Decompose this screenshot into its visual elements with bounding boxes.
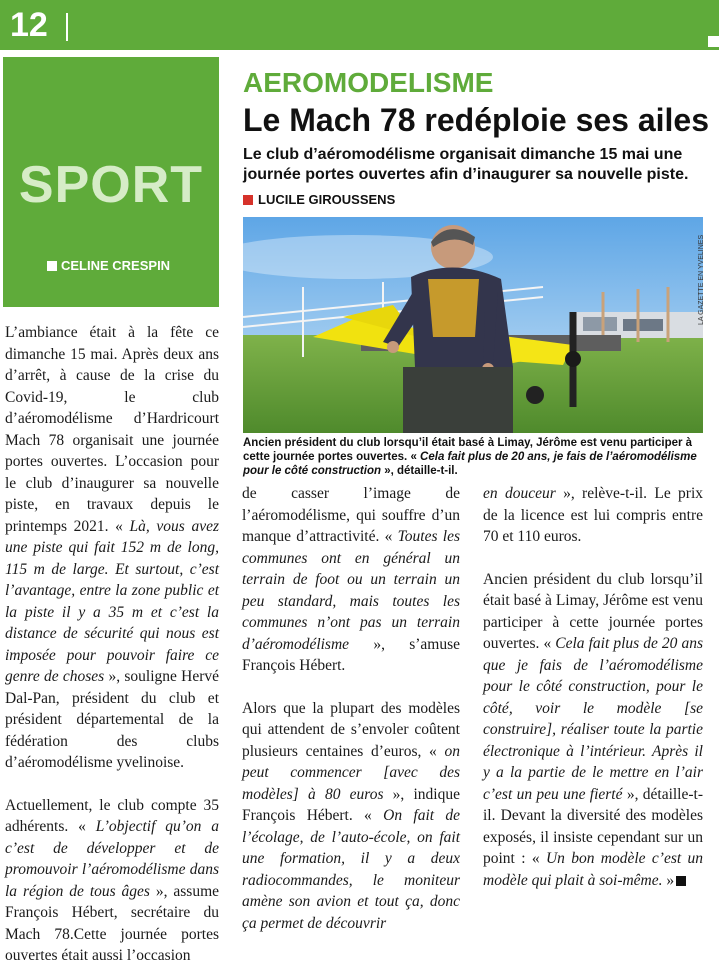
text-run: Alors que la plupart des modèles qui attendent de s’envoler coûtent plusieurs centaines d’euros, « — [242, 699, 460, 760]
paragraph — [483, 569, 703, 892]
quote-run: On fait de l’écolage, de l’auto-école, on fait une formation, il y a deux radiocommandes, le moniteur amène son avion et tout ça, donc ça permet de découvrir — [242, 807, 460, 932]
paragraph — [5, 322, 219, 774]
byline-square-icon — [243, 195, 253, 205]
quote-run: en douceur — [483, 485, 556, 502]
quote-run: L’objectif qu’on a c’est de développer et de promouvoir l’aéromodélisme dans la région de tous âges — [5, 818, 219, 900]
page-number-divider — [66, 13, 68, 41]
paragraph — [242, 483, 460, 677]
text-run: », s’amuse François Hébert. — [242, 635, 460, 674]
section-box — [3, 57, 219, 307]
byline-author: LUCILE GIROUSSENS — [258, 192, 396, 207]
article-photo — [243, 217, 703, 433]
caption-end: », détaille-t-il. — [381, 465, 458, 477]
section-author-name: CELINE CRESPIN — [61, 258, 171, 273]
body-column-2 — [242, 483, 460, 934]
paragraph — [483, 483, 703, 548]
text-run: », assume François Hébert, secrétaire du Mach 78.Cette journée portes ouvertes était aussi l’occasion — [5, 882, 219, 964]
quote-run: Un bon modèle c’est un modèle qui plait à soi-même. — [483, 850, 703, 889]
text-run: de casser l’image de l’aéromodélisme, qui souffre d’un manque d’attractivité. « — [242, 485, 460, 545]
page-header-bar — [0, 0, 719, 50]
text-run: Actuellement, le club compte 35 adhérents. « — [5, 796, 219, 835]
section-title: SPORT — [18, 156, 204, 214]
quote-run: Cela fait plus de 20 ans que je fais de l’aéromodélisme pour le côté construction, pour le côté, voir le modèle [se construire], réaliser toute la partie électronique à l’intérieur. Après il y a la partie de le mettre en l’air c’est un peu une fierté — [483, 635, 703, 803]
article-standfirst: Le club d’aéromodélisme organisait dimanche 15 mai une journée portes ouvertes afin d’inaugurer sa nouvelle piste. — [243, 146, 689, 183]
text-run: », relève-t-il. Le prix de la licence est lui compris entre 70 et 110 euros. — [483, 485, 704, 545]
quote-run: Là, vous avez une piste qui fait 152 m de long, 115 m de large. Et surtout, c’est l’avantage, entre la zone public et la piste il y a 35 m et c’est la distance de sécurité qui nous est imposée pour pouvoir faire ce genre de choses — [5, 517, 219, 685]
text-run: », détaille-t-il. Devant la diversité des modèles exposés, il insiste cependant sur un point : « — [483, 785, 703, 867]
body-column-3 — [483, 483, 703, 891]
end-of-article-square-icon — [676, 876, 686, 886]
text-run: » — [662, 871, 675, 889]
model-plane-photo-illustration — [243, 217, 703, 433]
corner-mark — [708, 36, 719, 47]
article-kicker: AEROMODELISME — [243, 67, 494, 98]
section-author — [47, 258, 170, 273]
text-run: L’ambiance était à la fête ce dimanche 15 mai. Après deux ans d’arrêt, à cause de la crise du Covid-19, le club d’aéromodélisme d’Hardricourt Mach 78 organisait une journée portes ouvertes. L’occasion pour le club d’inaugurer sa nouvelle piste, en travaux depuis le printemps 2021. « — [5, 324, 219, 535]
text-run: Ancien président du club lorsqu’il était basé à Limay, Jérôme est venu participer à cette journée portes ouvertes. « — [483, 570, 703, 652]
text-run: », souligne Hervé Dal-Pan, président du club et président départemental de la fédération des clubs d’aéromodélisme yvelinoise. — [5, 668, 220, 771]
paragraph — [5, 795, 219, 967]
article-byline — [243, 192, 395, 207]
photo-caption — [243, 436, 705, 478]
caption-text: Ancien président du club lorsqu’il était basé à Limay, Jérôme est venu participer à cette journée portes ouvertes. « — [243, 437, 693, 463]
photo-credit: LA GAZETTE EN YVELINES — [698, 234, 705, 325]
text-run: », indique François Hébert. « — [242, 785, 460, 824]
body-column-1 — [5, 322, 219, 967]
page-number: 12 — [10, 6, 48, 44]
quote-run: Toutes les communes ont en général un terrain de foot ou un terrain un peu standard, mais toutes les communes n’ont pas un terrain d’aéromodélisme — [242, 528, 460, 653]
caption-quote: Cela fait plus de 20 ans, je fais de l’aéromodélisme pour le côté construction — [243, 451, 697, 477]
author-square-icon — [47, 261, 57, 271]
article-headline: Le Mach 78 redéploie ses ailes — [243, 102, 710, 138]
paragraph — [242, 698, 460, 935]
quote-run: on peut commencer [avec des modèles] à 80 euros — [242, 742, 460, 803]
